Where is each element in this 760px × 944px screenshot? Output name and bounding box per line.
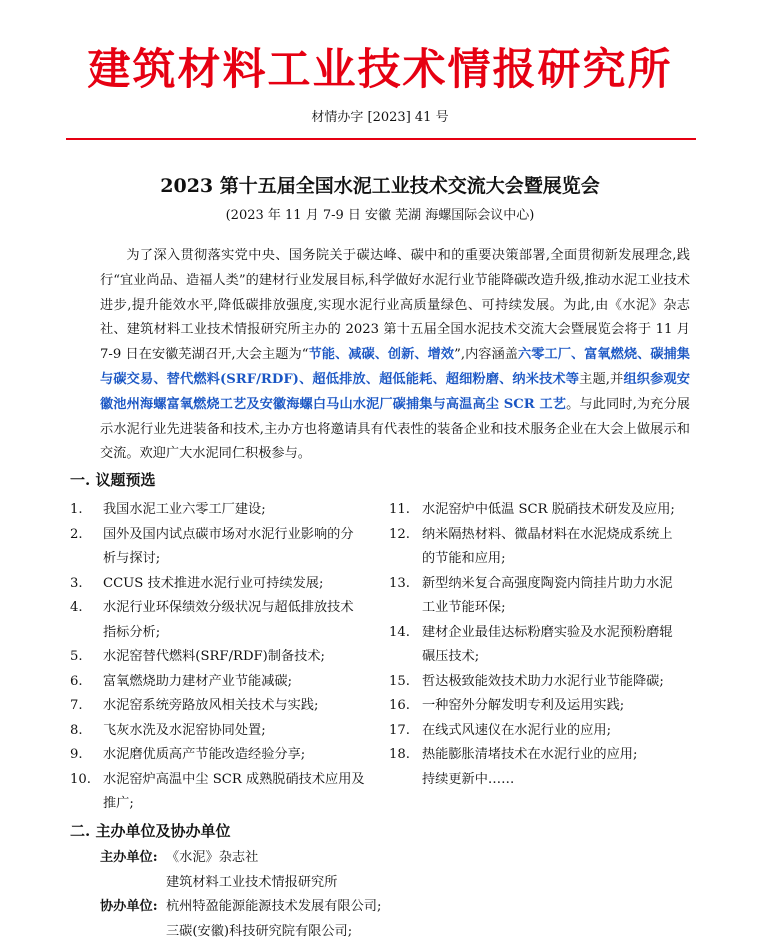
topic-text: 一种窑外分解发明专利及运用实践; — [422, 698, 625, 713]
topic-number: 2. — [70, 526, 83, 542]
topic-text: 水泥磨优质高产节能改造经验分享; — [103, 747, 306, 762]
intro-topics-highlight: 六零工厂、富氧燃烧、碳捕集与碳交易、替代燃料(SRF/RDF)、超低排放、超低能耗、超细粉磨、纳米技术等 — [100, 347, 690, 387]
topic-text: 纳米隔热材料、微晶材料在水泥烧成系统上 — [422, 526, 673, 542]
topic-item — [389, 743, 695, 768]
topic-number: 16. — [389, 698, 410, 713]
topic-text: 新型纳米复合高强度陶瓷内筒挂片助力水泥 — [422, 575, 673, 591]
section-organizers-heading: 二. 主办单位及协办单位 — [70, 822, 231, 840]
event-subtitle: (2023 年 11 月 7-9 日 安徽 芜湖 海螺国际会议中心) — [225, 208, 535, 223]
cohost-name: 三碳(安徽)科技研究院有限公司; — [166, 923, 353, 939]
topic-text: 析与探讨; — [103, 551, 161, 566]
host-row-2 — [100, 871, 381, 896]
topic-text: 我国水泥工业六零工厂建设; — [103, 502, 266, 517]
intro-paragraph — [100, 244, 690, 467]
host-row-1 — [100, 846, 381, 871]
intro-text-2: ”,内容涵盖 — [454, 347, 519, 363]
topic-number: 14. — [389, 624, 410, 640]
topic-item — [70, 719, 368, 744]
event-title: 2023 第十五届全国水泥工业技术交流大会暨展览会 — [160, 175, 600, 197]
intro-text-1: 为了深入贯彻落实党中央、国务院关于碳达峰、碳中和的重要决策部署,全面贯彻新发展理念,践行“宜业尚品、造福人类”的建材行业发展目标,科学做好水泥行业节能降碳改造升级,推动水泥工业技术进步,提升能效水平,降低碳排放强度,实现水泥行业高质量绿色、可持续发展。为此,由《水泥》杂志社、建筑材料工业技术情报研究所主办的 2023 第十五届全国水泥技术交流大会暨展览会将于 11 月 7-9 日在安徽芜湖召开,大会主题为“ — [100, 248, 690, 363]
topic-item — [389, 670, 695, 695]
topic-text: 飞灰水洗及水泥窑协同处置; — [103, 722, 266, 738]
section-topics-heading: 一. 议题预选 — [70, 471, 156, 489]
topic-number: 1. — [70, 502, 83, 517]
intro-visit-highlight: 组织参观安徽池州海螺富氧燃烧工艺及安徽海螺白马山水泥厂碳捕集与高温高尘 SCR 工艺 — [100, 371, 690, 412]
topic-number: 4. — [70, 600, 83, 615]
topic-number: 7. — [70, 698, 83, 713]
topic-item — [70, 572, 368, 597]
document-number: 材情办字 [2023] 41 号 — [311, 110, 449, 125]
cohost-name: 杭州特盈能源能源技术发展有限公司; — [166, 899, 382, 914]
topic-text: 富氧燃烧助力建材产业节能减碳; — [103, 673, 293, 689]
topic-item — [70, 694, 368, 719]
topic-item — [70, 645, 368, 670]
topic-number: 9. — [70, 747, 83, 762]
host-name: 《水泥》杂志社 — [166, 850, 259, 865]
topic-number: 5. — [70, 649, 83, 664]
topic-text: 水泥窑炉中低温 SCR 脱硝技术研发及应用; — [422, 502, 675, 517]
topic-text: 指标分析; — [103, 624, 161, 640]
header-divider — [66, 138, 696, 140]
topic-text: 国外及国内试点碳市场对水泥行业影响的分 — [103, 526, 354, 542]
topics-continued-note: 持续更新中…… — [422, 771, 515, 787]
topic-item — [389, 523, 695, 572]
institute-title: 建筑材料工业技术情报研究所 — [87, 45, 673, 95]
topic-text: 的节能和应用; — [422, 551, 506, 566]
topic-item — [70, 523, 368, 572]
topic-item — [389, 572, 695, 621]
topic-number: 10. — [70, 771, 91, 787]
topic-item — [70, 498, 368, 523]
topics-right-column — [389, 498, 695, 792]
topic-item — [70, 743, 368, 768]
topic-text: 碾压技术; — [422, 649, 480, 664]
intro-text-3: 主题,并 — [579, 371, 624, 387]
topic-item — [389, 621, 695, 670]
topic-text: 建材企业最佳达标粉磨实验及水泥预粉磨辊 — [422, 624, 673, 640]
topic-text: 水泥窑系统旁路放风相关技术与实践; — [103, 698, 319, 713]
topic-number: 11. — [389, 502, 410, 517]
topic-item — [70, 596, 368, 645]
topic-number: 17. — [389, 722, 410, 738]
topic-text: 推广; — [103, 796, 134, 811]
topic-item — [70, 670, 368, 695]
topic-text: CCUS 技术推进水泥行业可持续发展; — [103, 575, 324, 591]
topic-number: 18. — [389, 747, 410, 762]
host-label: 主办单位: — [100, 850, 158, 865]
topic-text: 水泥窑炉高温中尘 SCR 成熟脱硝技术应用及 — [103, 771, 365, 787]
organizers-block — [100, 846, 381, 944]
topic-number: 13. — [389, 575, 410, 591]
topic-text: 热能膨胀清堵技术在水泥行业的应用; — [422, 747, 638, 762]
topic-number: 3. — [70, 575, 83, 591]
host-name: 建筑材料工业技术情报研究所 — [166, 874, 338, 890]
topic-item — [389, 498, 695, 523]
topic-item — [389, 719, 695, 744]
topic-text: 哲达极致能效技术助力水泥行业节能降碳; — [422, 673, 664, 689]
topic-item — [389, 694, 695, 719]
intro-text-4: 。与此同时,为充分展示水泥行业先进装备和技术,主办方也将邀请具有代表性的装备企业和技术服务企业在大会上做展示和交流。欢迎广大水泥同仁积极参与。 — [100, 396, 690, 462]
intro-theme-highlight: 节能、减碳、创新、增效 — [308, 347, 455, 363]
topic-text: 水泥行业环保绩效分级状况与超低排放技术 — [103, 600, 354, 615]
topic-text: 水泥窑替代燃料(SRF/RDF)制备技术; — [103, 649, 326, 664]
topic-number: 8. — [70, 722, 83, 738]
topic-text: 工业节能环保; — [422, 600, 506, 615]
topic-number: 6. — [70, 673, 83, 689]
topic-number: 12. — [389, 526, 410, 542]
topic-number: 15. — [389, 673, 410, 689]
cohost-label: 协办单位: — [100, 899, 158, 914]
cohost-row-1 — [100, 895, 381, 920]
topics-left-column — [70, 498, 368, 817]
topic-text: 在线式风速仪在水泥行业的应用; — [422, 722, 612, 738]
cohost-row-2 — [100, 920, 381, 944]
topic-item — [70, 768, 368, 817]
